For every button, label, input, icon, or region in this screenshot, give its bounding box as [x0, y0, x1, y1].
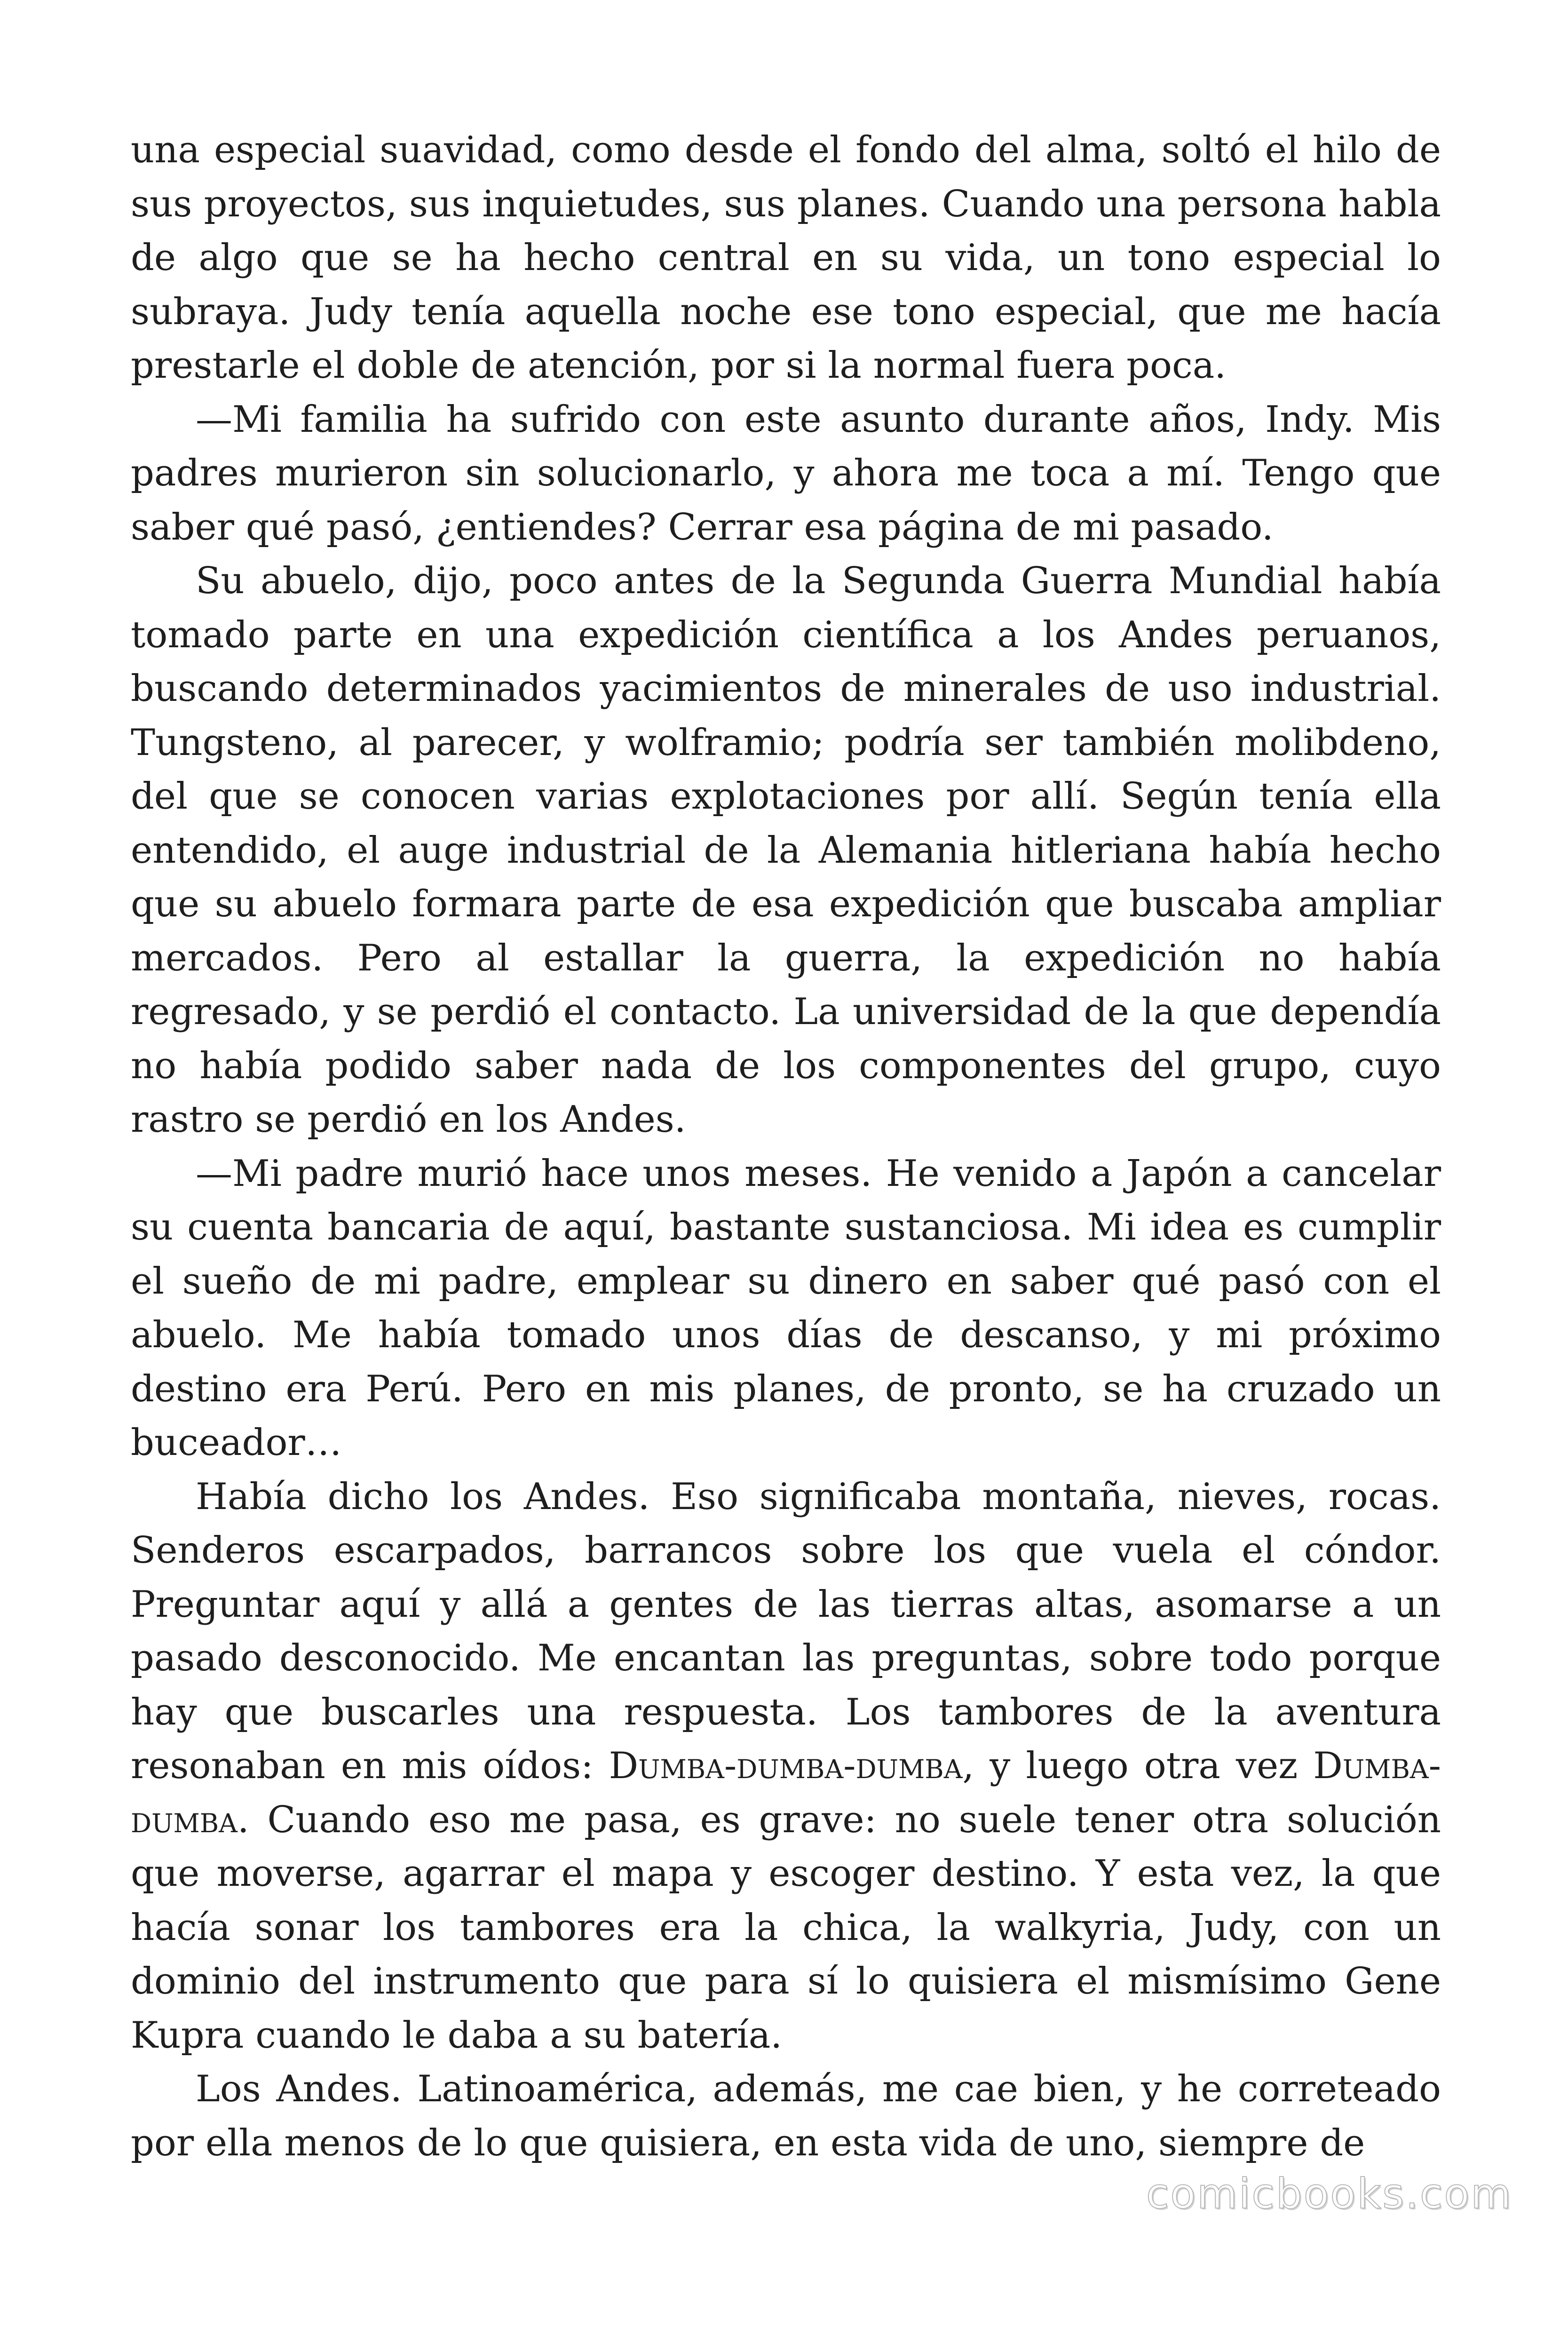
- paragraph-5-text-c: . Cuando eso me pasa, es grave: no suele tener otra solución que moverse, agarrar el mapa y escoger destino. Y esta vez, la que hacía sonar los tambores era la chica, la walkyria, Judy, con un dominio del instrumento que para sí lo quisiera el mismísimo Gene Kupra cuando le daba a su batería.: [131, 1798, 1441, 2057]
- paragraph-6: Los Andes. Latinoamérica, además, me cae bien, y he correteado por ella menos de lo que quisiera, en esta vida de uno, siempre de: [131, 2068, 1441, 2164]
- paragraph-1: una especial suavidad, como desde el fondo del alma, soltó el hilo de sus proyectos, sus inquietudes, sus planes. Cuando una persona habla de algo que se ha hecho central en su vida, un tono especial lo subraya. Judy tenía aquella noche ese tono especial, que me hacía prestarle el doble de atención, por si la normal fuera poca.: [131, 129, 1441, 387]
- watermark: comicbooks.com: [1146, 2169, 1513, 2218]
- paragraph-5-text-b: , y luego otra vez: [962, 1745, 1314, 1787]
- book-page-body: [131, 123, 1441, 2170]
- paragraph-2: —Mi familia ha sufrido con este asunto durante años, Indy. Mis padres murieron sin solucionarlo, y ahora me toca a mí. Tengo que saber qué pasó, ¿entiendes? Cerrar esa página de mi pasado.: [131, 398, 1441, 548]
- paragraph-4: —Mi padre murió hace unos meses. He venido a Japón a cancelar su cuenta bancaria de aquí, bastante sustanciosa. Mi idea es cumplir el sueño de mi padre, emplear su dinero en saber qué pasó con el abuelo. Me había tomado unos días de descanso, y mi próximo destino era Perú. Pero en mis planes, de pronto, se ha cruzado un buceador…: [131, 1152, 1441, 1464]
- drum-sound-1: Dumba-dumba-dumba: [609, 1745, 963, 1787]
- drum-sound-2: Dumba-dumba: [131, 1745, 1441, 1841]
- paragraph-3: Su abuelo, dijo, poco antes de la Segunda Guerra Mundial había tomado parte en una expedición científica a los Andes peruanos, buscando determinados yacimientos de minerales de uso industrial. Tungsteno, al parecer, y wolframio; podría ser también molibdeno, del que se conocen varias explotaciones por allí. Según tenía ella entendido, el auge industrial de la Alemania hitleriana había hecho que su abuelo formara parte de esa expedición que buscaba ampliar mercados. Pero al estallar la guerra, la expedición no había regresado, y se perdió el contacto. La universidad de la que dependía no había podido saber nada de los componentes del grupo, cuyo rastro se perdió en los Andes.: [131, 560, 1441, 1141]
- paragraph-5: [131, 1470, 1441, 2063]
- paragraph-5-text-a: Había dicho los Andes. Eso significaba montaña, nieves, rocas. Senderos escarpados, barrancos sobre los que vuela el cóndor. Preguntar aquí y allá a gentes de las tierras altas, asomarse a un pasado desconocido. Me encantan las preguntas, sobre todo porque hay que buscarles una respuesta. Los tambores de la aventura resonaban en mis oídos:: [131, 1475, 1441, 1787]
